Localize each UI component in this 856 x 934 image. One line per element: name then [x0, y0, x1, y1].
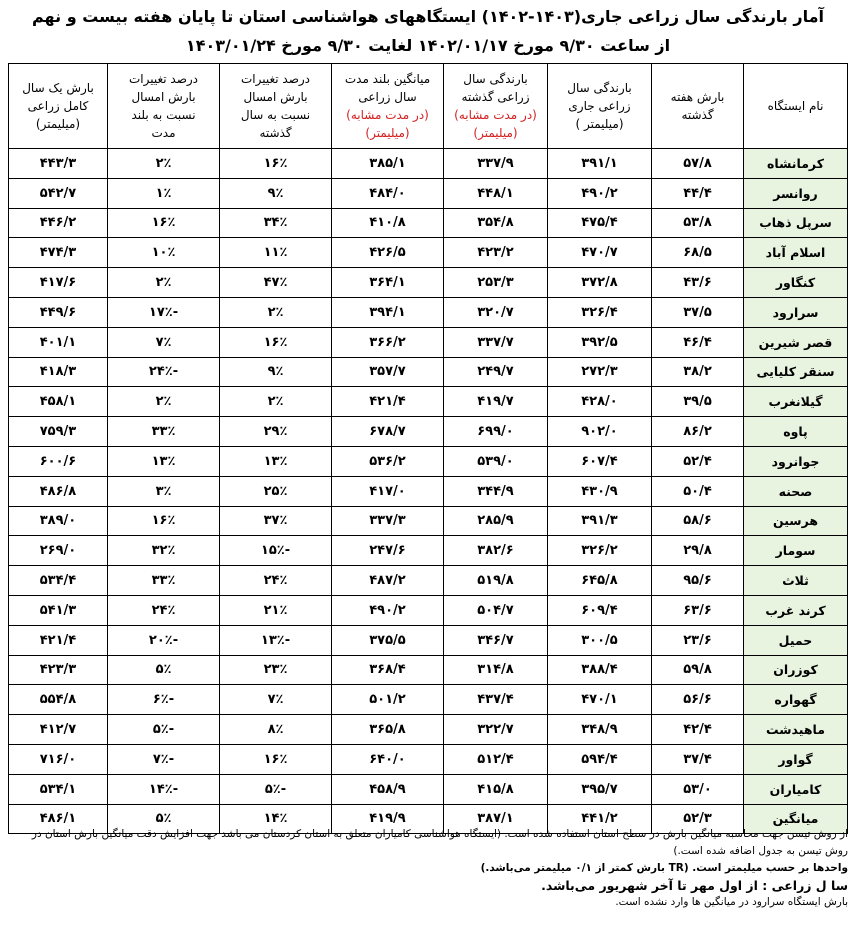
- cell-current: ۳۲۶/۲: [548, 536, 652, 566]
- cell-longterm: ۴۸۷/۲: [332, 566, 444, 596]
- cell-week: ۶۸/۵: [652, 238, 744, 268]
- cell-pct-long: ۲۴٪: [108, 595, 220, 625]
- cell-week: ۵۷/۸: [652, 149, 744, 179]
- cell-week: ۵۲/۴: [652, 446, 744, 476]
- cell-longterm: ۶۷۸/۷: [332, 417, 444, 447]
- cell-pct-long: ۵٪: [108, 655, 220, 685]
- table-row: [9, 595, 848, 625]
- cell-pct-long: -۶٪: [108, 685, 220, 715]
- cell-current: ۴۴۱/۲: [548, 804, 652, 834]
- cell-current: ۴۷۰/۷: [548, 238, 652, 268]
- cell-pct-last: ۷٪: [220, 685, 332, 715]
- cell-last: ۴۱۹/۷: [444, 387, 548, 417]
- cell-last: ۵۱۹/۸: [444, 566, 548, 596]
- cell-last: ۳۴۶/۷: [444, 625, 548, 655]
- cell-pct-long: ۱۳٪: [108, 446, 220, 476]
- rainfall-table: [8, 63, 848, 834]
- cell-pct-last: -۵٪: [220, 774, 332, 804]
- table-row: [9, 655, 848, 685]
- cell-current: ۳۹۱/۱: [548, 149, 652, 179]
- cell-last: ۵۳۹/۰: [444, 446, 548, 476]
- cell-full-year: ۴۱۸/۳: [9, 357, 108, 387]
- table-row: [9, 178, 848, 208]
- cell-full-year: ۴۴۹/۶: [9, 297, 108, 327]
- cell-station: سومار: [744, 536, 848, 566]
- cell-full-year: ۳۸۹/۰: [9, 506, 108, 536]
- cell-longterm: ۵۰۱/۲: [332, 685, 444, 715]
- cell-pct-long: ۳۳٪: [108, 566, 220, 596]
- cell-week: ۸۶/۲: [652, 417, 744, 447]
- cell-pct-last: ۲۱٪: [220, 595, 332, 625]
- cell-pct-long: ۵٪: [108, 804, 220, 834]
- cell-week: ۳۷/۴: [652, 744, 744, 774]
- cell-current: ۳۹۲/۵: [548, 327, 652, 357]
- cell-full-year: ۴۱۲/۷: [9, 715, 108, 745]
- cell-pct-long: -۷٪: [108, 744, 220, 774]
- header-week: بارش هفته گذشته: [652, 64, 744, 149]
- cell-current: ۴۹۰/۲: [548, 178, 652, 208]
- cell-full-year: ۴۷۴/۳: [9, 238, 108, 268]
- cell-pct-last: ۲۴٪: [220, 566, 332, 596]
- cell-longterm: ۳۶۵/۸: [332, 715, 444, 745]
- cell-current: ۶۰۷/۴: [548, 446, 652, 476]
- cell-current: ۲۷۲/۳: [548, 357, 652, 387]
- table-header-row: [9, 64, 848, 149]
- cell-current: ۳۷۲/۸: [548, 268, 652, 298]
- cell-pct-long: ۱۶٪: [108, 208, 220, 238]
- cell-station: کرند غرب: [744, 595, 848, 625]
- cell-longterm: ۶۴۰/۰: [332, 744, 444, 774]
- cell-week: ۵۸/۶: [652, 506, 744, 536]
- cell-longterm: ۴۲۱/۴: [332, 387, 444, 417]
- table-row: [9, 536, 848, 566]
- cell-week: ۴۳/۶: [652, 268, 744, 298]
- cell-last: ۴۴۸/۱: [444, 178, 548, 208]
- table-row: [9, 297, 848, 327]
- header-station: نام ایستگاه: [744, 64, 848, 149]
- cell-last: ۳۵۴/۸: [444, 208, 548, 238]
- cell-full-year: ۴۸۶/۱: [9, 804, 108, 834]
- header-pct-long: درصد تغییرات بارش امسال نسبت به بلند مدت: [108, 64, 220, 149]
- cell-last: ۶۹۹/۰: [444, 417, 548, 447]
- cell-current: ۳۴۸/۹: [548, 715, 652, 745]
- cell-current: ۵۹۴/۴: [548, 744, 652, 774]
- cell-pct-long: -۱۷٪: [108, 297, 220, 327]
- table-row: [9, 417, 848, 447]
- cell-week: ۵۳/۸: [652, 208, 744, 238]
- table-row: [9, 327, 848, 357]
- table-row: [9, 357, 848, 387]
- note-water-year: سا ل زراعی : از اول مهر تا آخر شهریور می‌باشد.: [541, 878, 848, 893]
- cell-station: اسلام آباد: [744, 238, 848, 268]
- cell-longterm: ۳۸۵/۱: [332, 149, 444, 179]
- cell-full-year: ۵۴۲/۷: [9, 178, 108, 208]
- report-date-range: از ساعت ۹/۳۰ مورخ ۱۴۰۲/۰۱/۱۷ لغایت ۹/۳۰ مورخ ۱۴۰۳/۰۱/۲۴: [185, 36, 671, 55]
- cell-week: ۶۳/۶: [652, 595, 744, 625]
- cell-last: ۴۳۷/۴: [444, 685, 548, 715]
- cell-station: سرپل ذهاب: [744, 208, 848, 238]
- cell-full-year: ۴۰۱/۱: [9, 327, 108, 357]
- cell-pct-last: ۳۷٪: [220, 506, 332, 536]
- cell-station: کامیاران: [744, 774, 848, 804]
- cell-pct-last: ۱۳٪: [220, 446, 332, 476]
- table-row: [9, 506, 848, 536]
- cell-full-year: ۴۲۳/۳: [9, 655, 108, 685]
- cell-current: ۳۲۶/۴: [548, 297, 652, 327]
- cell-pct-last: ۲۵٪: [220, 476, 332, 506]
- cell-longterm: ۴۱۷/۰: [332, 476, 444, 506]
- cell-last: ۳۴۴/۹: [444, 476, 548, 506]
- cell-current: ۴۷۵/۴: [548, 208, 652, 238]
- cell-longterm: ۳۶۶/۲: [332, 327, 444, 357]
- cell-full-year: ۴۱۷/۶: [9, 268, 108, 298]
- cell-week: ۲۳/۶: [652, 625, 744, 655]
- cell-longterm: ۵۳۶/۲: [332, 446, 444, 476]
- cell-last: ۴۲۳/۲: [444, 238, 548, 268]
- cell-pct-last: ۱۶٪: [220, 744, 332, 774]
- table-row: [9, 387, 848, 417]
- cell-last: ۳۳۷/۷: [444, 327, 548, 357]
- cell-pct-long: ۲٪: [108, 387, 220, 417]
- cell-pct-last: ۹٪: [220, 178, 332, 208]
- cell-full-year: ۷۵۹/۳: [9, 417, 108, 447]
- cell-station: سرارود: [744, 297, 848, 327]
- cell-full-year: ۵۳۴/۱: [9, 774, 108, 804]
- cell-last: ۳۳۷/۹: [444, 149, 548, 179]
- cell-pct-last: ۱۶٪: [220, 327, 332, 357]
- cell-station: جوانرود: [744, 446, 848, 476]
- cell-last: ۲۴۹/۷: [444, 357, 548, 387]
- cell-current: ۴۷۰/۱: [548, 685, 652, 715]
- cell-station: گیلانغرب: [744, 387, 848, 417]
- cell-week: ۳۹/۵: [652, 387, 744, 417]
- cell-station: کنگاور: [744, 268, 848, 298]
- cell-week: ۳۷/۵: [652, 297, 744, 327]
- header-longterm: میانگین بلند مدت سال زراعی (در مدت مشابه) (میلیمتر): [332, 64, 444, 149]
- cell-full-year: ۵۵۴/۸: [9, 685, 108, 715]
- cell-last: ۳۸۷/۱: [444, 804, 548, 834]
- cell-last: ۲۵۳/۳: [444, 268, 548, 298]
- cell-longterm: ۲۴۷/۶: [332, 536, 444, 566]
- cell-current: ۶۴۵/۸: [548, 566, 652, 596]
- cell-week: ۵۰/۴: [652, 476, 744, 506]
- cell-pct-last: ۲۹٪: [220, 417, 332, 447]
- cell-station: گهواره: [744, 685, 848, 715]
- cell-week: ۵۲/۳: [652, 804, 744, 834]
- cell-current: ۳۰۰/۵: [548, 625, 652, 655]
- cell-week: ۵۳/۰: [652, 774, 744, 804]
- cell-station: هرسین: [744, 506, 848, 536]
- cell-station: حمیل: [744, 625, 848, 655]
- note-sararud: بارش ایستگاه سرارود در میانگین ها وارد نشده است.: [615, 896, 848, 908]
- cell-full-year: ۴۴۶/۲: [9, 208, 108, 238]
- cell-pct-last: ۱۴٪: [220, 804, 332, 834]
- cell-week: ۵۹/۸: [652, 655, 744, 685]
- cell-week: ۴۶/۴: [652, 327, 744, 357]
- cell-full-year: ۵۴۱/۳: [9, 595, 108, 625]
- cell-pct-last: ۲٪: [220, 297, 332, 327]
- note-units: واحدها بر حسب میلیمتر است. (TR بارش کمتر از ۰/۱ میلیمتر می‌باشد.): [480, 862, 848, 874]
- cell-longterm: ۳۶۴/۱: [332, 268, 444, 298]
- cell-station: روانسر: [744, 178, 848, 208]
- cell-full-year: ۴۴۳/۳: [9, 149, 108, 179]
- cell-pct-last: -۱۵٪: [220, 536, 332, 566]
- cell-week: ۴۴/۴: [652, 178, 744, 208]
- cell-full-year: ۴۵۸/۱: [9, 387, 108, 417]
- cell-week: ۲۹/۸: [652, 536, 744, 566]
- cell-station: گواور: [744, 744, 848, 774]
- header-full-year: بارش یک سال کامل زراعی (میلیمتر): [9, 64, 108, 149]
- cell-pct-long: -۲۰٪: [108, 625, 220, 655]
- cell-last: ۳۲۲/۷: [444, 715, 548, 745]
- cell-longterm: ۳۶۸/۴: [332, 655, 444, 685]
- table-row: [9, 744, 848, 774]
- cell-last: ۲۸۵/۹: [444, 506, 548, 536]
- cell-station: صحنه: [744, 476, 848, 506]
- cell-longterm: ۴۸۴/۰: [332, 178, 444, 208]
- cell-station: کرمانشاه: [744, 149, 848, 179]
- cell-last: ۳۸۲/۶: [444, 536, 548, 566]
- cell-station: پاوه: [744, 417, 848, 447]
- header-current: بارندگی سال زراعی جاری (میلیمتر ): [548, 64, 652, 149]
- footnotes: [6, 826, 848, 911]
- table-row: [9, 446, 848, 476]
- cell-longterm: ۴۲۶/۵: [332, 238, 444, 268]
- cell-station: میانگین: [744, 804, 848, 834]
- cell-last: ۵۱۲/۴: [444, 744, 548, 774]
- cell-pct-long: ۷٪: [108, 327, 220, 357]
- cell-current: ۴۲۸/۰: [548, 387, 652, 417]
- cell-week: ۴۲/۴: [652, 715, 744, 745]
- cell-pct-long: -۱۴٪: [108, 774, 220, 804]
- table-row: [9, 566, 848, 596]
- cell-current: ۳۹۱/۳: [548, 506, 652, 536]
- cell-last: ۵۰۴/۷: [444, 595, 548, 625]
- cell-station: کوزران: [744, 655, 848, 685]
- cell-pct-long: ۱٪: [108, 178, 220, 208]
- cell-week: ۵۶/۶: [652, 685, 744, 715]
- cell-longterm: ۳۷۵/۵: [332, 625, 444, 655]
- table-row: [9, 685, 848, 715]
- table-row: [9, 774, 848, 804]
- cell-station: قصر شیرین: [744, 327, 848, 357]
- cell-pct-last: ۳۴٪: [220, 208, 332, 238]
- cell-longterm: ۳۹۴/۱: [332, 297, 444, 327]
- cell-longterm: ۴۵۸/۹: [332, 774, 444, 804]
- cell-full-year: ۴۲۱/۴: [9, 625, 108, 655]
- cell-last: ۳۲۰/۷: [444, 297, 548, 327]
- cell-pct-last: ۲٪: [220, 387, 332, 417]
- cell-full-year: ۴۸۶/۸: [9, 476, 108, 506]
- cell-pct-long: ۲٪: [108, 149, 220, 179]
- table-row: [9, 149, 848, 179]
- cell-station: سنقر کلیایی: [744, 357, 848, 387]
- table-row: [9, 476, 848, 506]
- cell-longterm: ۳۳۷/۳: [332, 506, 444, 536]
- cell-full-year: ۶۰۰/۶: [9, 446, 108, 476]
- cell-pct-last: ۹٪: [220, 357, 332, 387]
- cell-longterm: ۳۵۷/۷: [332, 357, 444, 387]
- cell-pct-long: -۵٪: [108, 715, 220, 745]
- cell-last: ۳۱۴/۸: [444, 655, 548, 685]
- cell-pct-last: ۱۱٪: [220, 238, 332, 268]
- cell-week: ۹۵/۶: [652, 566, 744, 596]
- header-pct-last: درصد تغییرات بارش امسال نسبت به سال گذشته: [220, 64, 332, 149]
- table-row: [9, 238, 848, 268]
- header-last: بارندگی سال زراعی گذشته (در مدت مشابه) (میلیمتر): [444, 64, 548, 149]
- cell-pct-last: ۱۶٪: [220, 149, 332, 179]
- cell-pct-long: ۳٪: [108, 476, 220, 506]
- cell-pct-long: ۲٪: [108, 268, 220, 298]
- cell-longterm: ۴۹۰/۲: [332, 595, 444, 625]
- note-thiessen: از روش تیسن جهت محاسبه میانگین بارش در سطح استان استفاده شده است. (ایستگاه هواشناسی کامیاران متعلق به استان کردستان می باشد جهت افزایش دقت میانگین بارش استان در روش تیسن به جدول اضافه شده است.): [31, 828, 848, 857]
- cell-station: ثلاث: [744, 566, 848, 596]
- cell-pct-last: ۲۳٪: [220, 655, 332, 685]
- table-row: [9, 715, 848, 745]
- cell-pct-last: ۸٪: [220, 715, 332, 745]
- cell-week: ۳۸/۲: [652, 357, 744, 387]
- cell-longterm: ۴۱۹/۹: [332, 804, 444, 834]
- report-title: آمار بارندگی سال زراعی جاری(۱۴۰۳-۱۴۰۲) ایستگاههای هواشناسی استان تا پایان هفته بیست و نهم: [32, 7, 824, 26]
- cell-pct-long: ۱۰٪: [108, 238, 220, 268]
- cell-pct-last: ۴۷٪: [220, 268, 332, 298]
- cell-longterm: ۴۱۰/۸: [332, 208, 444, 238]
- table-row: [9, 208, 848, 238]
- cell-full-year: ۲۶۹/۰: [9, 536, 108, 566]
- cell-current: ۶۰۹/۴: [548, 595, 652, 625]
- cell-pct-long: ۳۲٪: [108, 536, 220, 566]
- cell-full-year: ۷۱۶/۰: [9, 744, 108, 774]
- cell-pct-last: -۱۳٪: [220, 625, 332, 655]
- table-row: [9, 268, 848, 298]
- cell-last: ۴۱۵/۸: [444, 774, 548, 804]
- table-body: [9, 149, 848, 834]
- cell-pct-long: ۱۶٪: [108, 506, 220, 536]
- cell-pct-long: -۲۴٪: [108, 357, 220, 387]
- cell-full-year: ۵۳۴/۴: [9, 566, 108, 596]
- cell-current: ۳۹۵/۷: [548, 774, 652, 804]
- cell-current: ۳۸۸/۴: [548, 655, 652, 685]
- table-row: [9, 625, 848, 655]
- cell-current: ۹۰۲/۰: [548, 417, 652, 447]
- cell-pct-long: ۳۳٪: [108, 417, 220, 447]
- cell-current: ۴۳۰/۹: [548, 476, 652, 506]
- cell-station: ماهیدشت: [744, 715, 848, 745]
